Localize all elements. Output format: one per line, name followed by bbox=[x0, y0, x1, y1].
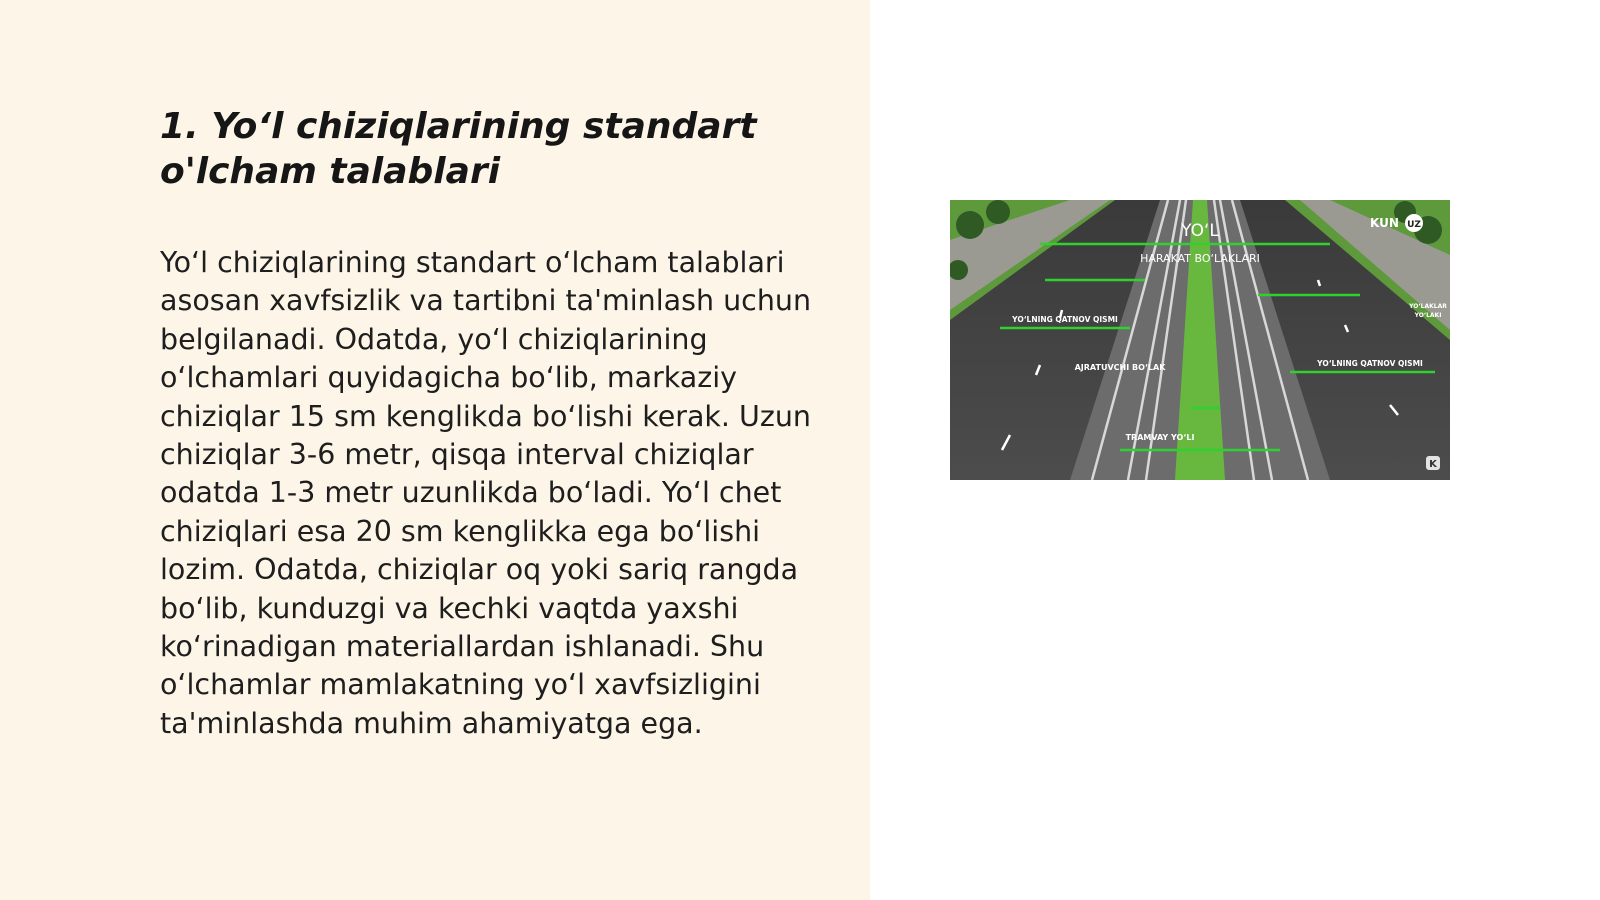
kun-uz-logo bbox=[1370, 214, 1423, 232]
slide-title: 1. Yo‘l chiziqlarining standart o'lcham talablari bbox=[160, 106, 757, 192]
svg-text:UZ: UZ bbox=[1407, 220, 1421, 230]
label-qatnov-left: YO‘LNING QATNOV QISMI bbox=[1012, 315, 1118, 324]
label-yolaklar-sub: YO‘LAKI bbox=[1414, 312, 1442, 319]
label-qatnov-right: YO‘LNING QATNOV QISMI bbox=[1317, 359, 1423, 368]
label-harakat: HARAKAT BO‘LAKLARI bbox=[1140, 252, 1260, 265]
svg-text:K: K bbox=[1429, 459, 1437, 470]
svg-text:KUN: KUN bbox=[1370, 216, 1399, 230]
slide-body-text: Yo‘l chiziqlarining standart o‘lcham talablari asosan xavfsizlik va tartibni ta'minlash uchun belgilanadi. Odatda, yo‘l chiziqlarining o‘lchamlari quyidagicha bo‘lib, markaziy chiziqlar 15 sm kenglikda bo‘lishi kerak. Uzun chiziqlar 3-6 metr, qisqa interval chiziqlar odatda 1-3 metr uzunlikda bo‘ladi. Yo‘l chet chiziqlari esa 20 sm kenglikka ega bo‘lishi lozim. Odatda, chiziqlar oq yoki sariq rangda bo‘lib, kunduzgi va kechki vaqtda yaxshi ko‘rinadigan materiallardan ishlanadi. Shu o‘lchamlar mamlakatning yo‘l xavfsizligini ta'minlashda muhim ahamiyatga ega. bbox=[160, 246, 812, 740]
label-tramvay: TRAMVAY YO‘LI bbox=[1125, 433, 1195, 442]
road-lanes-illustration bbox=[950, 200, 1450, 480]
label-ajratuvchi: AJRATUVCHI BO‘LAK bbox=[1074, 363, 1166, 372]
image-heading: YO‘L bbox=[1181, 221, 1219, 241]
label-yolaklar: YO‘LAKLAR bbox=[1409, 303, 1447, 310]
corner-watermark bbox=[1426, 456, 1440, 470]
